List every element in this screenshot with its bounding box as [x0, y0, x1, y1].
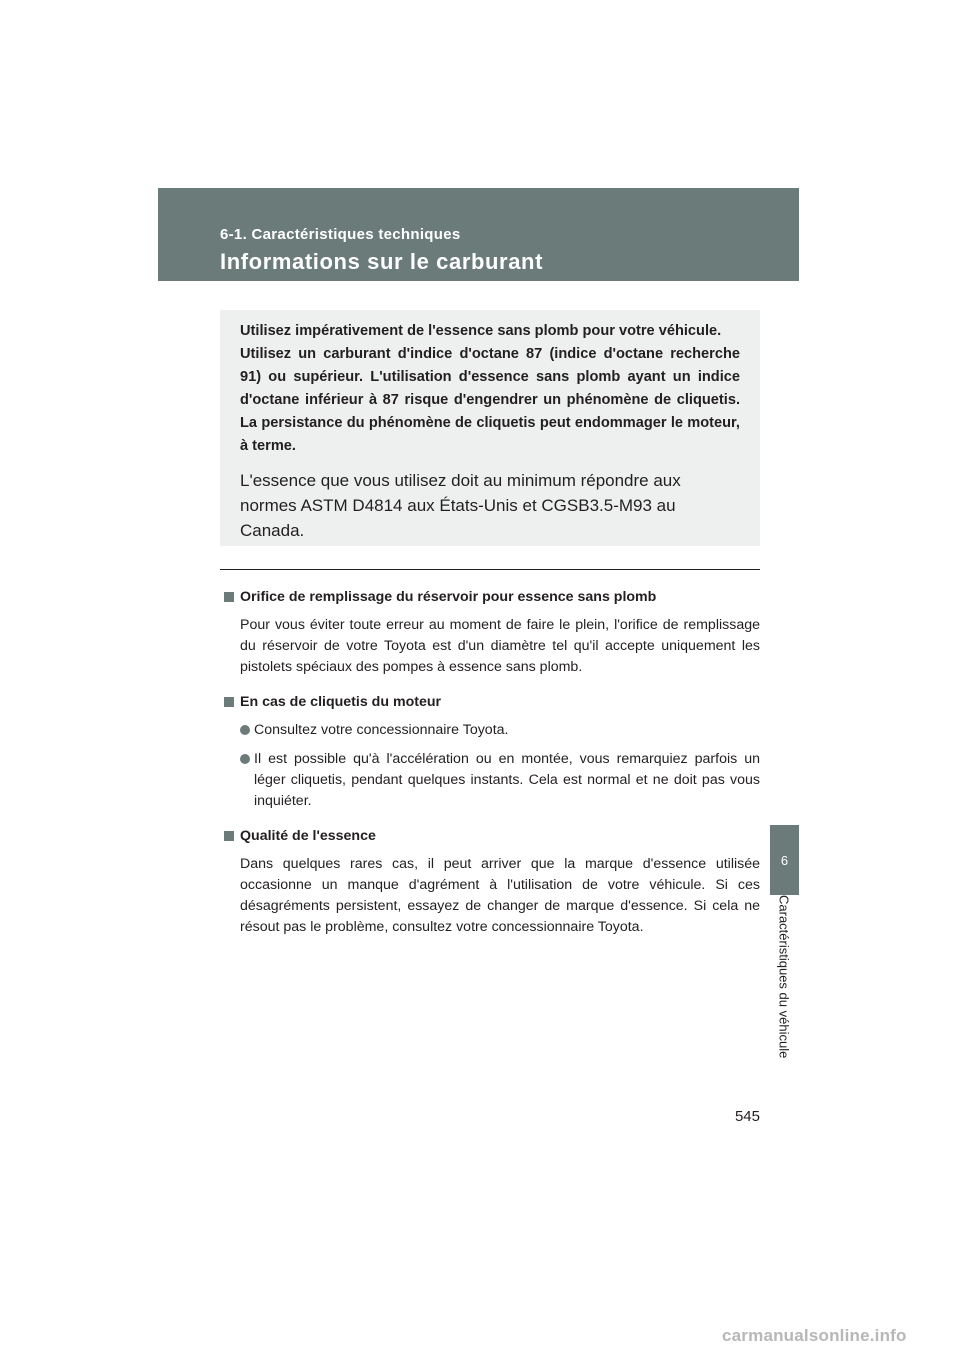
square-bullet-icon [224, 831, 234, 841]
square-bullet-icon [224, 592, 234, 602]
circle-bullet-icon [240, 754, 250, 764]
paragraph-quality: Dans quelques rares cas, il peut arriver que la marque d'essence utilisée occasionne un manque d'agrément à l'utilisation de votre véhicule. Si ces désagréments persistent, essayez de changer de marque d'essence. Si cela ne résout pas le problème, consultez votre concessionnaire Toyota. [240, 856, 760, 935]
list-item [240, 749, 760, 812]
chapter-tab [770, 825, 799, 895]
chapter-number: 6 [780, 852, 789, 868]
page-title: Informations sur le carburant [220, 249, 544, 274]
list-item-text: Il est possible qu'à l'accélération ou en montée, vous remarquiez parfois un léger cliquetis, pendant quelques instants. Cela est normal et ne doit pas vous inquiéter. [254, 751, 760, 809]
list-item [240, 720, 760, 741]
square-bullet-icon [224, 697, 234, 707]
intro-normal-text: L'essence que vous utilisez doit au minimum répondre aux normes ASTM D4814 aux États-Unis et CGSB3.5-M93 au Canada. [240, 471, 681, 540]
page-number: 545 [734, 1108, 760, 1125]
section-label: 6-1. Caractéristiques techniques [220, 226, 461, 243]
sub-heading-filler [222, 587, 760, 607]
intro-box [220, 310, 760, 546]
watermark: carmanualsonline.info [722, 1326, 907, 1345]
intro-bold-line1: Utilisez impérativement de l'essence sans plomb pour votre véhicule. [240, 323, 722, 339]
list-item-text: Consultez votre concessionnaire Toyota. [254, 722, 509, 738]
sub-heading-text: Orifice de remplissage du réservoir pour essence sans plomb [240, 589, 657, 605]
chapter-label: Caractéristiques du véhicule [776, 895, 792, 1059]
intro-bold-line2: Utilisez un carburant d'indice d'octane 87 (indice d'octane recherche 91) ou supérieur. L'utilisation d'essence sans plomb ayant un indice d'octane inférieur à 87 risque d'engendrer un phénomène de cliquetis. La persistance du phénomène de cliquetis peut endommager le moteur, à terme. [240, 346, 740, 454]
circle-bullet-icon [240, 725, 250, 735]
sub-heading-knocking [222, 692, 760, 712]
content [222, 587, 760, 938]
paragraph-filler: Pour vous éviter toute erreur au moment de faire le plein, l'orifice de remplissage du réservoir de votre Toyota est d'un diamètre tel qu'il accepte uniquement les pistolets spéciaux des pompes à essence sans plomb. [240, 617, 760, 675]
sub-heading-text: Qualité de l'essence [240, 828, 376, 844]
sub-heading-text: En cas de cliquetis du moteur [240, 694, 442, 710]
divider [220, 569, 760, 570]
sub-heading-quality [222, 826, 760, 846]
